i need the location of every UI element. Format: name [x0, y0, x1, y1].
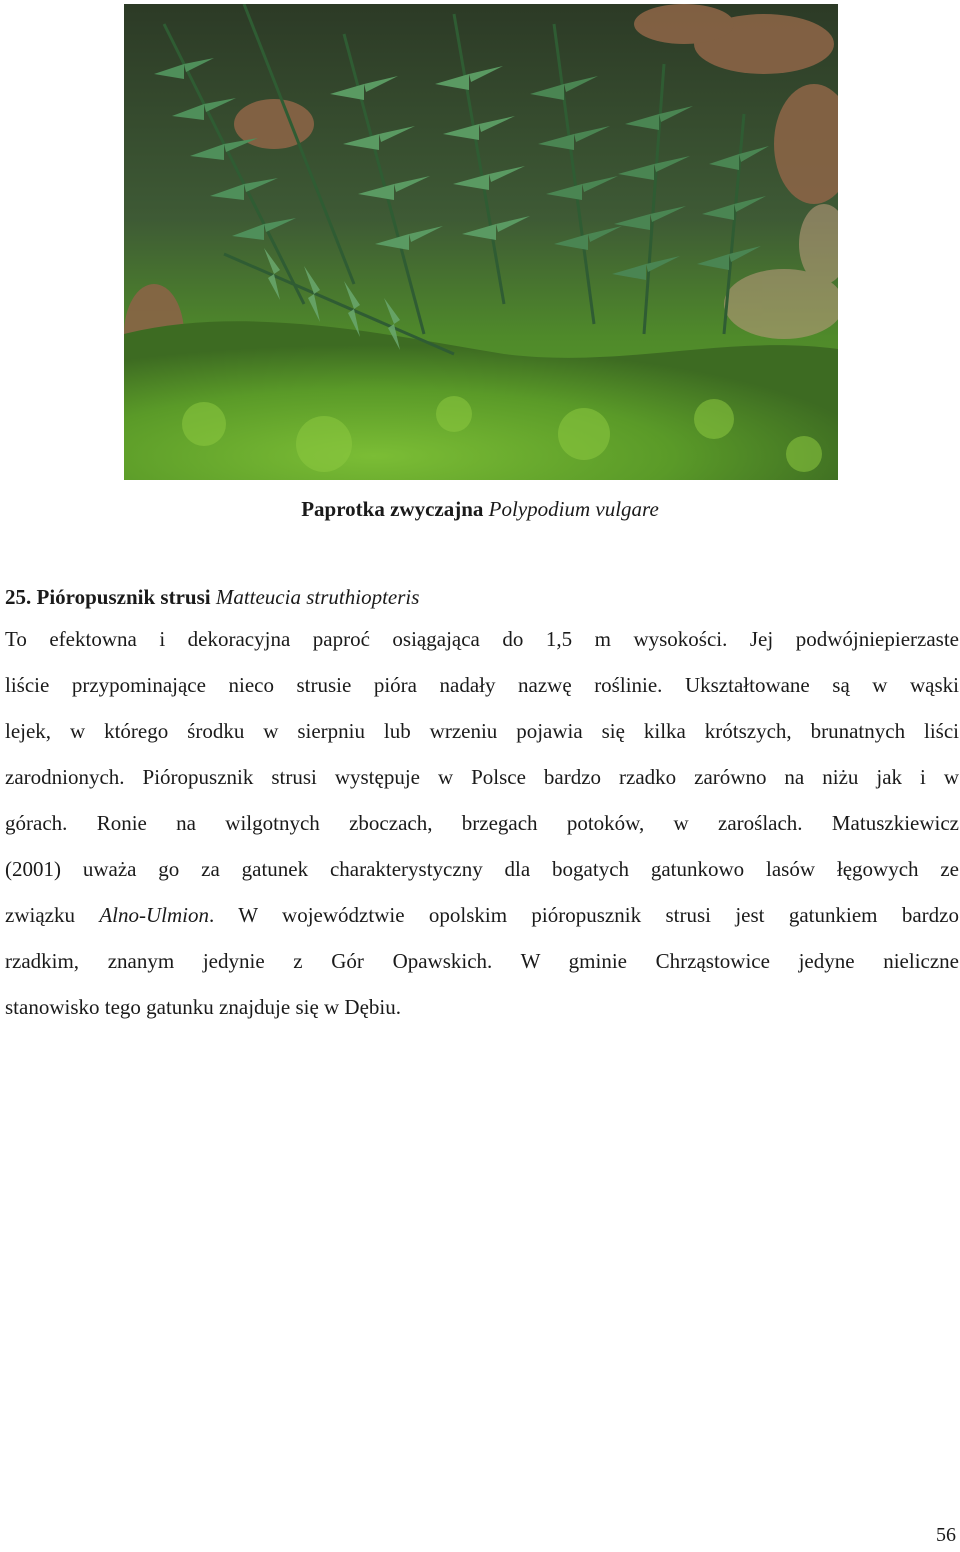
body-line-9: stanowisko tego gatunku znajduje się w Dębiu. — [5, 995, 402, 1019]
body-line-8: rzadkim, znanym jedynie z Gór Opawskich. W gminie Chrząstowice jedyne nieliczne — [5, 949, 959, 973]
body-line-4: zarodnionych. Pióropusznik strusi występuje w Polsce bardzo rzadko zarówno na niżu jak i w — [5, 765, 959, 789]
body-line-6: (2001) uważa go za gatunek charakterystyczny dla bogatych gatunkowo lasów łęgowych ze — [5, 857, 959, 881]
photo-caption — [0, 494, 960, 524]
section-latin-name: Matteucia struthiopteris — [215, 585, 420, 609]
section-heading — [5, 582, 419, 612]
caption-common-name: Paprotka zwyczajna — [301, 497, 484, 521]
body-line-2: liście przypominające nieco strusie pióra nadały nazwę roślinie. Ukształtowane są w wąski — [5, 673, 959, 697]
body-line-7-pre: związku — [5, 903, 100, 927]
alliance-name: Alno-Ulmion — [99, 903, 209, 927]
section-common-name: Pióropusznik strusi — [36, 585, 211, 609]
page-number: 56 — [936, 1524, 956, 1546]
body-line-5: górach. Ronie na wilgotnych zboczach, brzegach potoków, w zaroślach. Matuszkiewicz — [5, 811, 959, 835]
body-line-1: To efektowna i dekoracyjna paproć osiągająca do 1,5 m wysokości. Jej podwójniepierzaste — [5, 627, 959, 651]
body-line-7 — [5, 900, 959, 930]
caption-latin-name: Polypodium vulgare — [488, 497, 659, 521]
fern-photo-illustration — [124, 4, 838, 480]
body-line-3: lejek, w którego środku w sierpniu lub wrzeniu pojawia się kilka krótszych, brunatnych liści — [5, 719, 959, 743]
body-line-7-post: . W województwie opolskim pióropusznik strusi jest gatunkiem bardzo — [209, 903, 959, 927]
section-number: 25. — [5, 585, 32, 609]
fern-photo — [124, 4, 838, 480]
